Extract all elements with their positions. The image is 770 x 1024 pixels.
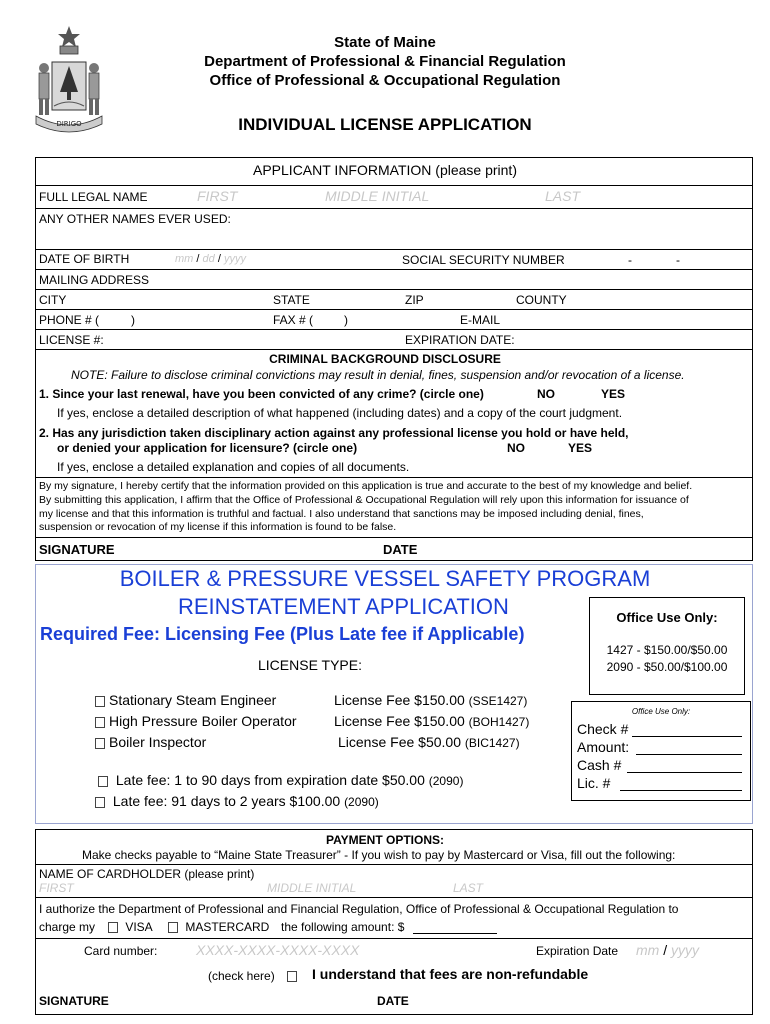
license-option-boh[interactable]: High Pressure Boiler Operator <box>95 713 297 729</box>
mailing-address-label: MAILING ADDRESS <box>39 273 150 287</box>
question-1: 1. Since your last renewal, have you been convicted of any crime? (circle one) <box>39 387 484 401</box>
license-option-bic[interactable]: Boiler Inspector <box>95 734 206 750</box>
q2-followup: If yes, enclose a detailed explanation and copies of all documents. <box>57 460 410 474</box>
cardholder-first-field[interactable]: FIRST <box>39 881 74 895</box>
office-use-title: Office Use Only: <box>616 610 718 625</box>
q2-no[interactable]: NO <box>507 441 525 455</box>
check-number-label: Check # <box>577 721 629 737</box>
expiration-date-field[interactable]: mm / yyyy <box>636 942 699 958</box>
q1-no[interactable]: NO <box>537 387 555 401</box>
state-name: State of Maine <box>334 34 436 51</box>
q1-yes[interactable]: YES <box>601 387 626 401</box>
charge-amount-label: the following amount: $ <box>281 920 405 934</box>
dob-label: DATE OF BIRTH <box>39 252 130 266</box>
expiration-date-label: EXPIRATION DATE: <box>405 333 515 347</box>
city-label: CITY <box>39 293 67 307</box>
authorization-text: I authorize the Department of Professional and Financial Regulation, Office of Professional & Occupational Regulation to <box>39 902 679 916</box>
office-name: Office of Professional & Occupational Regulation <box>209 72 561 89</box>
cash-number-label: Cash # <box>577 757 622 773</box>
question-2-line1: 2. Has any jurisdiction taken disciplinary action against any professional license you hold or have held, <box>39 426 629 440</box>
expiration-date-label: Expiration Date <box>536 944 619 958</box>
cardholder-middle-field[interactable]: MIDDLE INITIAL <box>267 881 357 895</box>
program-title: BOILER & PRESSURE VESSEL SAFETY PROGRAM <box>119 566 651 591</box>
checkbox-icon[interactable] <box>95 696 105 707</box>
q2-yes[interactable]: YES <box>568 441 593 455</box>
dob-field[interactable]: mm / dd / yyyy <box>175 253 246 265</box>
criminal-disclosure-title: CRIMINAL BACKGROUND DISCLOSURE <box>269 352 501 366</box>
full-legal-name-label: FULL LEGAL NAME <box>39 190 148 204</box>
phone-paren: ) <box>131 313 135 327</box>
fax-label: FAX # ( <box>273 313 314 327</box>
required-fee: Required Fee: Licensing Fee (Plus Late fee if Applicable) <box>40 624 525 644</box>
license-fee-sse: License Fee $150.00 (SSE1427) <box>334 692 528 708</box>
card-number-field[interactable]: XXXX-XXXX-XXXX-XXXX <box>196 942 360 958</box>
ssn-label: SOCIAL SECURITY NUMBER <box>402 253 565 267</box>
checkbox-icon[interactable] <box>287 971 297 982</box>
checkbox-icon[interactable] <box>98 776 108 787</box>
certification-line-2: By submitting this application, I affirm that the Office of Professional & Occupational Regulation will rely upon this information for issuance of <box>39 494 689 506</box>
last-name-field[interactable]: LAST <box>545 188 581 204</box>
zip-label: ZIP <box>405 293 424 307</box>
svg-text:DIRIGO: DIRIGO <box>56 120 82 128</box>
form-title: INDIVIDUAL LICENSE APPLICATION <box>238 115 532 134</box>
checkbox-icon[interactable] <box>95 797 105 808</box>
license-fee-boh: License Fee $150.00 (BOH1427) <box>334 713 530 729</box>
mastercard-option[interactable]: MASTERCARD <box>168 920 269 934</box>
q1-followup: If yes, enclose a detailed description of what happened (including dates) and a copy of the court judgment. <box>57 406 623 420</box>
late-fee-option-1[interactable]: Late fee: 1 to 90 days from expiration date $50.00 (2090) <box>98 772 463 788</box>
checkbox-icon[interactable] <box>168 922 178 933</box>
first-name-field[interactable]: FIRST <box>197 188 238 204</box>
office-use-box-title: Office Use Only: <box>631 707 691 716</box>
cardholder-last-field[interactable]: LAST <box>453 881 484 895</box>
license-number-label: LICENSE #: <box>39 333 104 347</box>
application-title: REINSTATEMENT APPLICATION <box>178 594 509 619</box>
other-names-label: ANY OTHER NAMES EVER USED: <box>39 212 231 226</box>
department-name: Department of Professional & Financial Regulation <box>204 53 566 70</box>
certification-line-1: By my signature, I hereby certify that the information provided on this application is true and accurate to the best of my knowledge and belief. <box>39 480 693 492</box>
license-option-sse[interactable]: Stationary Steam Engineer <box>95 692 276 708</box>
payment-date-label: DATE <box>377 994 409 1008</box>
nonrefundable-checkbox[interactable] <box>287 969 301 983</box>
criminal-note: NOTE: Failure to disclose criminal convictions may result in denial, fines, suspension and/or revocation of a license. <box>71 368 685 382</box>
ssn-dash-1: - <box>628 253 632 267</box>
state-label: STATE <box>273 293 310 307</box>
certification-line-3: my license and that this information is truthful and factual. I also understand that sanctions may be imposed including denial, fines, <box>39 508 644 520</box>
amount-label: Amount: <box>577 739 630 755</box>
nonrefundable-text: I understand that fees are non-refundable <box>312 966 589 982</box>
county-label: COUNTY <box>516 293 567 307</box>
checkbox-icon[interactable] <box>108 922 118 933</box>
payment-signature-label: SIGNATURE <box>39 994 109 1008</box>
signature-label: SIGNATURE <box>39 542 115 557</box>
phone-label: PHONE # ( <box>39 313 100 327</box>
lic-number-label: Lic. # <box>577 775 611 791</box>
fax-paren: ) <box>344 313 348 327</box>
ssn-dash-2: - <box>676 253 680 267</box>
cardholder-name-label: NAME OF CARDHOLDER (please print) <box>39 867 255 881</box>
license-fee-bic: License Fee $50.00 (BIC1427) <box>338 734 520 750</box>
certification-line-4: suspension or revocation of my license if this information is found to be false. <box>39 521 397 533</box>
applicant-section-title: APPLICANT INFORMATION (please print) <box>253 162 517 178</box>
late-fee-option-2[interactable]: Late fee: 91 days to 2 years $100.00 (2090) <box>95 793 379 809</box>
license-type-label: LICENSE TYPE: <box>258 657 363 673</box>
fee-code-1427: 1427 - $150.00/$50.00 <box>606 643 728 657</box>
checkbox-icon[interactable] <box>95 717 105 728</box>
visa-option[interactable]: VISA <box>108 920 153 934</box>
question-2-line2: or denied your application for licensure? (circle one) <box>57 441 358 455</box>
checkbox-icon[interactable] <box>95 738 105 749</box>
check-here-label: (check here) <box>208 969 275 983</box>
payment-instructions: Make checks payable to “Maine State Treasurer” - If you wish to pay by Mastercard or Visa, fill out the following: <box>82 848 676 862</box>
fee-code-2090: 2090 - $50.00/$100.00 <box>606 660 728 674</box>
middle-initial-field[interactable]: MIDDLE INITIAL <box>325 188 430 204</box>
date-label: DATE <box>383 542 418 557</box>
payment-options-title: PAYMENT OPTIONS: <box>325 833 444 847</box>
card-number-label: Card number: <box>84 944 158 958</box>
email-label: E-MAIL <box>460 313 501 327</box>
charge-my-label: charge my <box>39 920 96 934</box>
